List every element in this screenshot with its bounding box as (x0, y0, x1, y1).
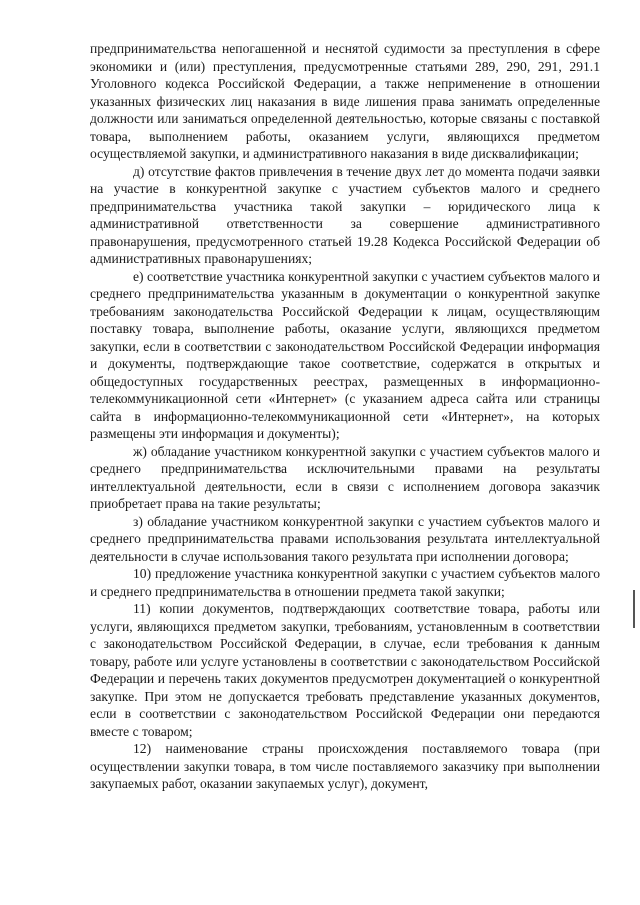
paragraph-z: з) обладание участником конкурентной закупки с участием субъектов малого и среднего предпринимательства правами использования результата интеллектуальной деятельности в случае использования такого результата при исполнении договора; (90, 513, 600, 564)
scan-edge-mark (633, 590, 635, 628)
paragraph-12: 12) наименование страны происхождения поставляемого товара (при осуществлении закупки товара, в том числе поставляемого заказчику при выполнении закупаемых работ, оказании закупаемых услуг), документ, (90, 741, 600, 791)
document-body (90, 40, 600, 793)
paragraph-d: д) отсутствие фактов привлечения в течение двух лет до момента подачи заявки на участие в конкурентной закупке с участием субъектов малого и среднего предпринимательства участника такой закупки – юридического лица к административной ответственности за совершение административного правонарушения, предусмотренного статьей 19.28 Кодекса Российской Федерации об административных правонарушениях; (90, 163, 600, 266)
paragraph-10: 10) предложение участника конкурентной закупки с участием субъектов малого и среднего предпринимательства в отношении предмета такой закупки; (90, 566, 600, 599)
paragraph-11: 11) копии документов, подтверждающих соответствие товара, работы или услуги, являющихся предметом закупки, требованиям, установленным в соответствии с законодательством Российской Федерации, в случае, если требования к данным товару, работе или услуге установлены в соответствии с законодательством Российской Федерации и перечень таких документов предусмотрен документацией о конкурентной закупке. При этом не допускается требовать представление указанных документов, если в соответствии с законодательством Российской Федерации они передаются вместе с товаром; (90, 601, 600, 739)
paragraph-e: е) соответствие участника конкурентной закупки с участием субъектов малого и среднего предпринимательства указанным в документации о конкурентной закупке требованиям законодательства Российской Федерации к лицам, осуществляющим поставку товара, выполнение работы, оказание услуги, являющихся предметом закупки, если в соответствии с законодательством Российской Федерации информация и документы, подтверждающие такое соответствие, содержатся в открытых и общедоступных государственных реестрах, размещенных в информационно-телекоммуникационной сети «Интернет» (с указанием адреса сайта или страницы сайта в информационно-телекоммуникационной сети «Интернет», на которых размещены эти информация и документы); (90, 268, 600, 441)
paragraph-continuation: предпринимательства непогашенной и неснятой судимости за преступления в сфере экономики и (или) преступления, предусмотренные статьями 289, 290, 291, 291.1 Уголовного кодекса Российской Федерации, а также неприменение в отношении указанных физических лиц наказания в виде лишения права занимать определенные должности или заниматься определенной деятельностью, которые связаны с поставкой товара, выполнением работы, оказанием услуги, являющихся предметом осуществляемой закупки, и административного наказания в виде дисквалификации; (90, 41, 600, 161)
paragraph-zh: ж) обладание участником конкурентной закупки с участием субъектов малого и среднего предпринимательства исключительными правами на результаты интеллектуальной деятельности, если в связи с исполнением договора заказчик приобретает права на такие результаты; (90, 443, 600, 511)
